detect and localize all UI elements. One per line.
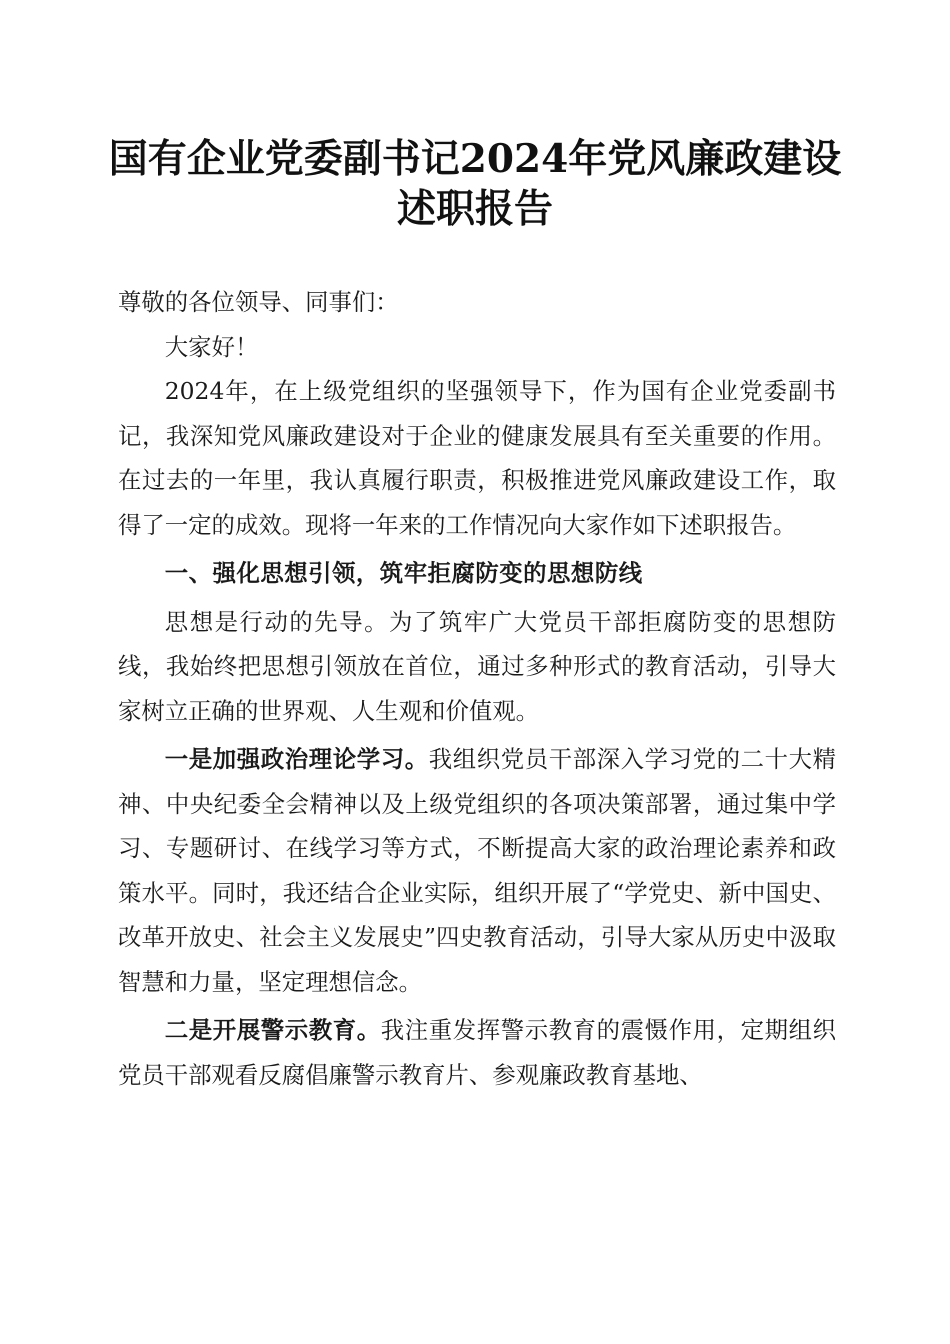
section-heading: 一、强化思想引领，筑牢拒腐防变的思想防线 xyxy=(164,559,643,587)
item-text-2: 我注重发挥警示教育的震慑作用，定期组织党员干部观看反腐倡廉警示教育片、参观廉政教育基地、 xyxy=(118,1016,836,1089)
section-paragraph: 思想是行动的先导。为了筑牢广大党员干部拒腐防变的思想防线，我始终把思想引领放在首位，通过多种形式的教育活动，引导大家树立正确的世界观、人生观和价值观。 xyxy=(118,607,836,725)
greeting: 大家好！ xyxy=(164,332,259,361)
item-paragraph-2 xyxy=(118,1008,836,1097)
document-body xyxy=(118,280,836,1097)
intro-paragraph: 2024年，在上级党组织的坚强领导下，作为国有企业党委副书记，我深知党风廉政建设对于企业的健康发展具有至关重要的作用。在过去的一年里，我认真履行职责，积极推进党风廉政建设工作，取得了一定的成效。现将一年来的工作情况向大家作如下述职报告。 xyxy=(118,377,836,539)
document-title: 国有企业党委副书记2024年党风廉政建设述职报告 xyxy=(108,136,842,232)
salutation: 尊敬的各位领导、同事们： xyxy=(118,288,399,316)
item-paragraph-1 xyxy=(118,737,836,1004)
item-lead-2: 二是开展警示教育。 xyxy=(164,1016,381,1044)
item-text-1: 我组织党员干部深入学习党的二十大精神、中央纪委全会精神以及上级党组织的各项决策部署，通过集中学习、专题研讨、在线学习等方式，不断提高大家的政治理论素养和政策水平。同时，我还结合企业实际，组织开展了“学党史、新中国史、改革开放史、社会主义发展史”四史教育活动，引导大家从历史中汲取智慧和力量，坚定理想信念。 xyxy=(118,745,837,996)
item-lead-1: 一是加强政治理论学习。 xyxy=(164,745,429,773)
